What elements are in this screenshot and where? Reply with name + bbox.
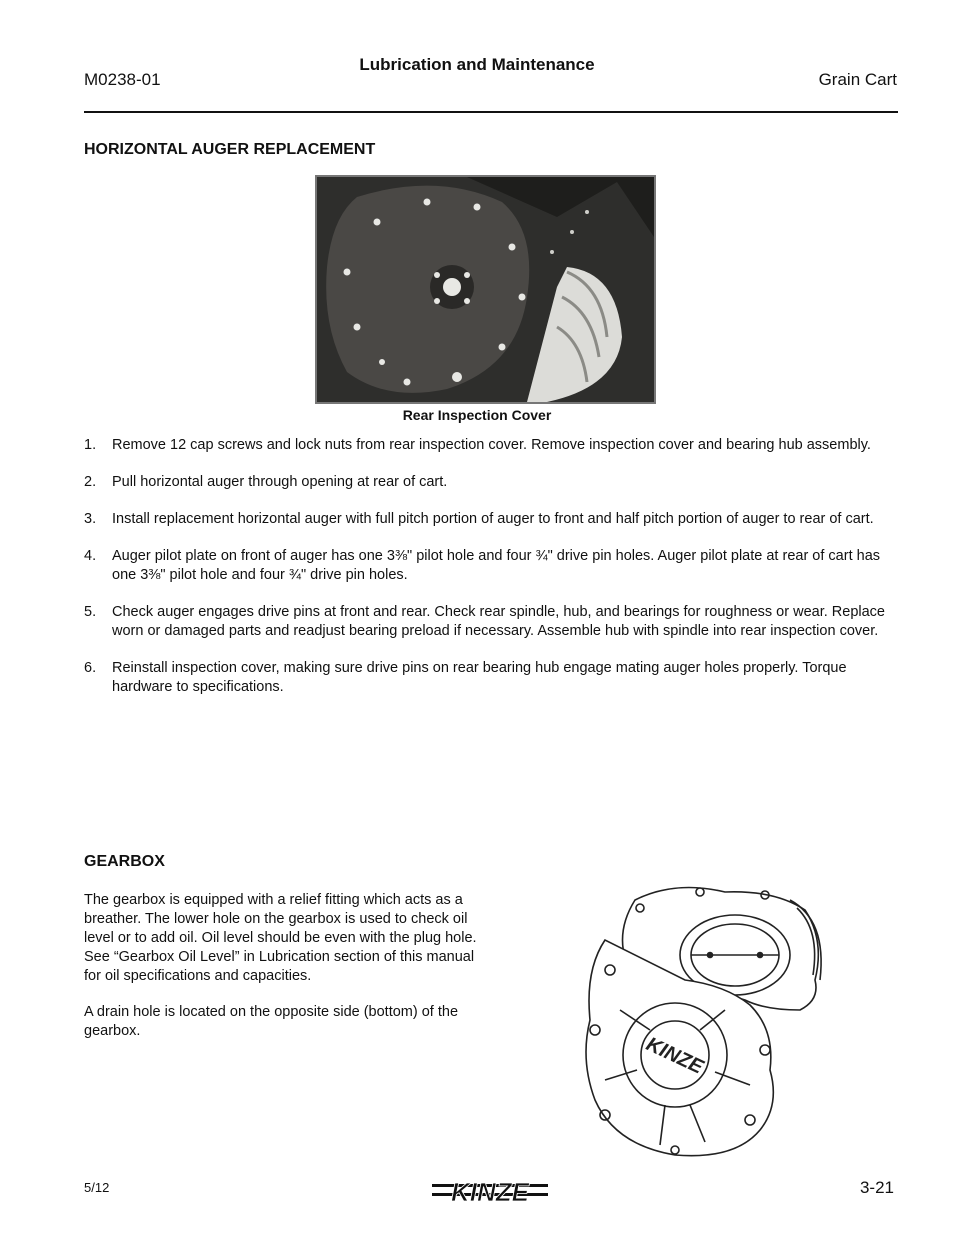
- gearbox-paragraph-1: The gearbox is equipped with a relief fitting which acts as a breather. The lower hole on the gearbox is used to check oil level or to add oil. Oil level should be even with the plug hole. See “Gearbox Oil Level” in Lubrication section of this manual for oil specifications and capacities.: [84, 892, 477, 984]
- list-item: [84, 659, 900, 697]
- gearbox-paragraph-2: A drain hole is located on the opposite side (bottom) of the gearbox.: [84, 1004, 459, 1039]
- auger-section-title: HORIZONTAL AUGER REPLACEMENT: [84, 141, 376, 158]
- step-number: 6.: [84, 660, 97, 676]
- step-number: 3.: [84, 511, 97, 527]
- step-number: 1.: [84, 437, 97, 453]
- step-text: Install replacement horizontal auger with full pitch portion of auger to front and half pitch portion of auger to rear of cart.: [112, 511, 874, 527]
- step-text: Pull horizontal auger through opening at rear of cart.: [112, 474, 448, 490]
- list-item: [84, 436, 900, 455]
- rear-inspection-cover-photo: [315, 175, 656, 404]
- step-text: Check auger engages drive pins at front and rear. Check rear spindle, hub, and bearings for roughness or wear. Replace worn or damaged parts and readjust bearing preload if necessary. Assemble hub with spindle into rear inspection cover.: [112, 604, 885, 639]
- gearbox-section-title: GEARBOX: [84, 853, 165, 870]
- figure-caption: Rear Inspection Cover: [402, 407, 552, 423]
- step-number: 2.: [84, 474, 97, 490]
- product-name: Grain Cart: [818, 70, 897, 89]
- gearbox-cover-logo: KINZE: [642, 1033, 707, 1079]
- list-item: [84, 603, 900, 641]
- list-item: [84, 547, 900, 585]
- running-header-section: Lubrication and Maintenance: [359, 55, 595, 74]
- step-number: 4.: [84, 548, 97, 564]
- inspection-cover-illustration: [317, 177, 654, 402]
- step-text: Auger pilot plate on front of auger has one 3⅜" pilot hole and four ¾" drive pin holes. Auger pilot plate at rear of cart has one 3⅜" pilot hole and four ¾" drive pin holes.: [112, 548, 881, 583]
- replacement-steps-list: [84, 436, 900, 715]
- list-item: [84, 510, 900, 529]
- step-text: Reinstall inspection cover, making sure drive pins on rear bearing hub engage mating auger holes properly. Torque hardware to specifications.: [112, 660, 847, 695]
- page-number: 3-21: [859, 1178, 894, 1197]
- step-text: Remove 12 cap screws and lock nuts from rear inspection cover. Remove inspection cover and bearing hub assembly.: [112, 437, 871, 453]
- header-rule: [84, 111, 898, 113]
- document-number: M0238-01: [84, 70, 161, 89]
- list-item: [84, 473, 900, 492]
- revision-date: 5/12: [84, 1180, 110, 1195]
- logo-text: KINZE: [451, 1177, 529, 1206]
- step-number: 5.: [84, 604, 97, 620]
- gearbox-illustration: [565, 880, 830, 1160]
- kinze-logo: [430, 1174, 550, 1206]
